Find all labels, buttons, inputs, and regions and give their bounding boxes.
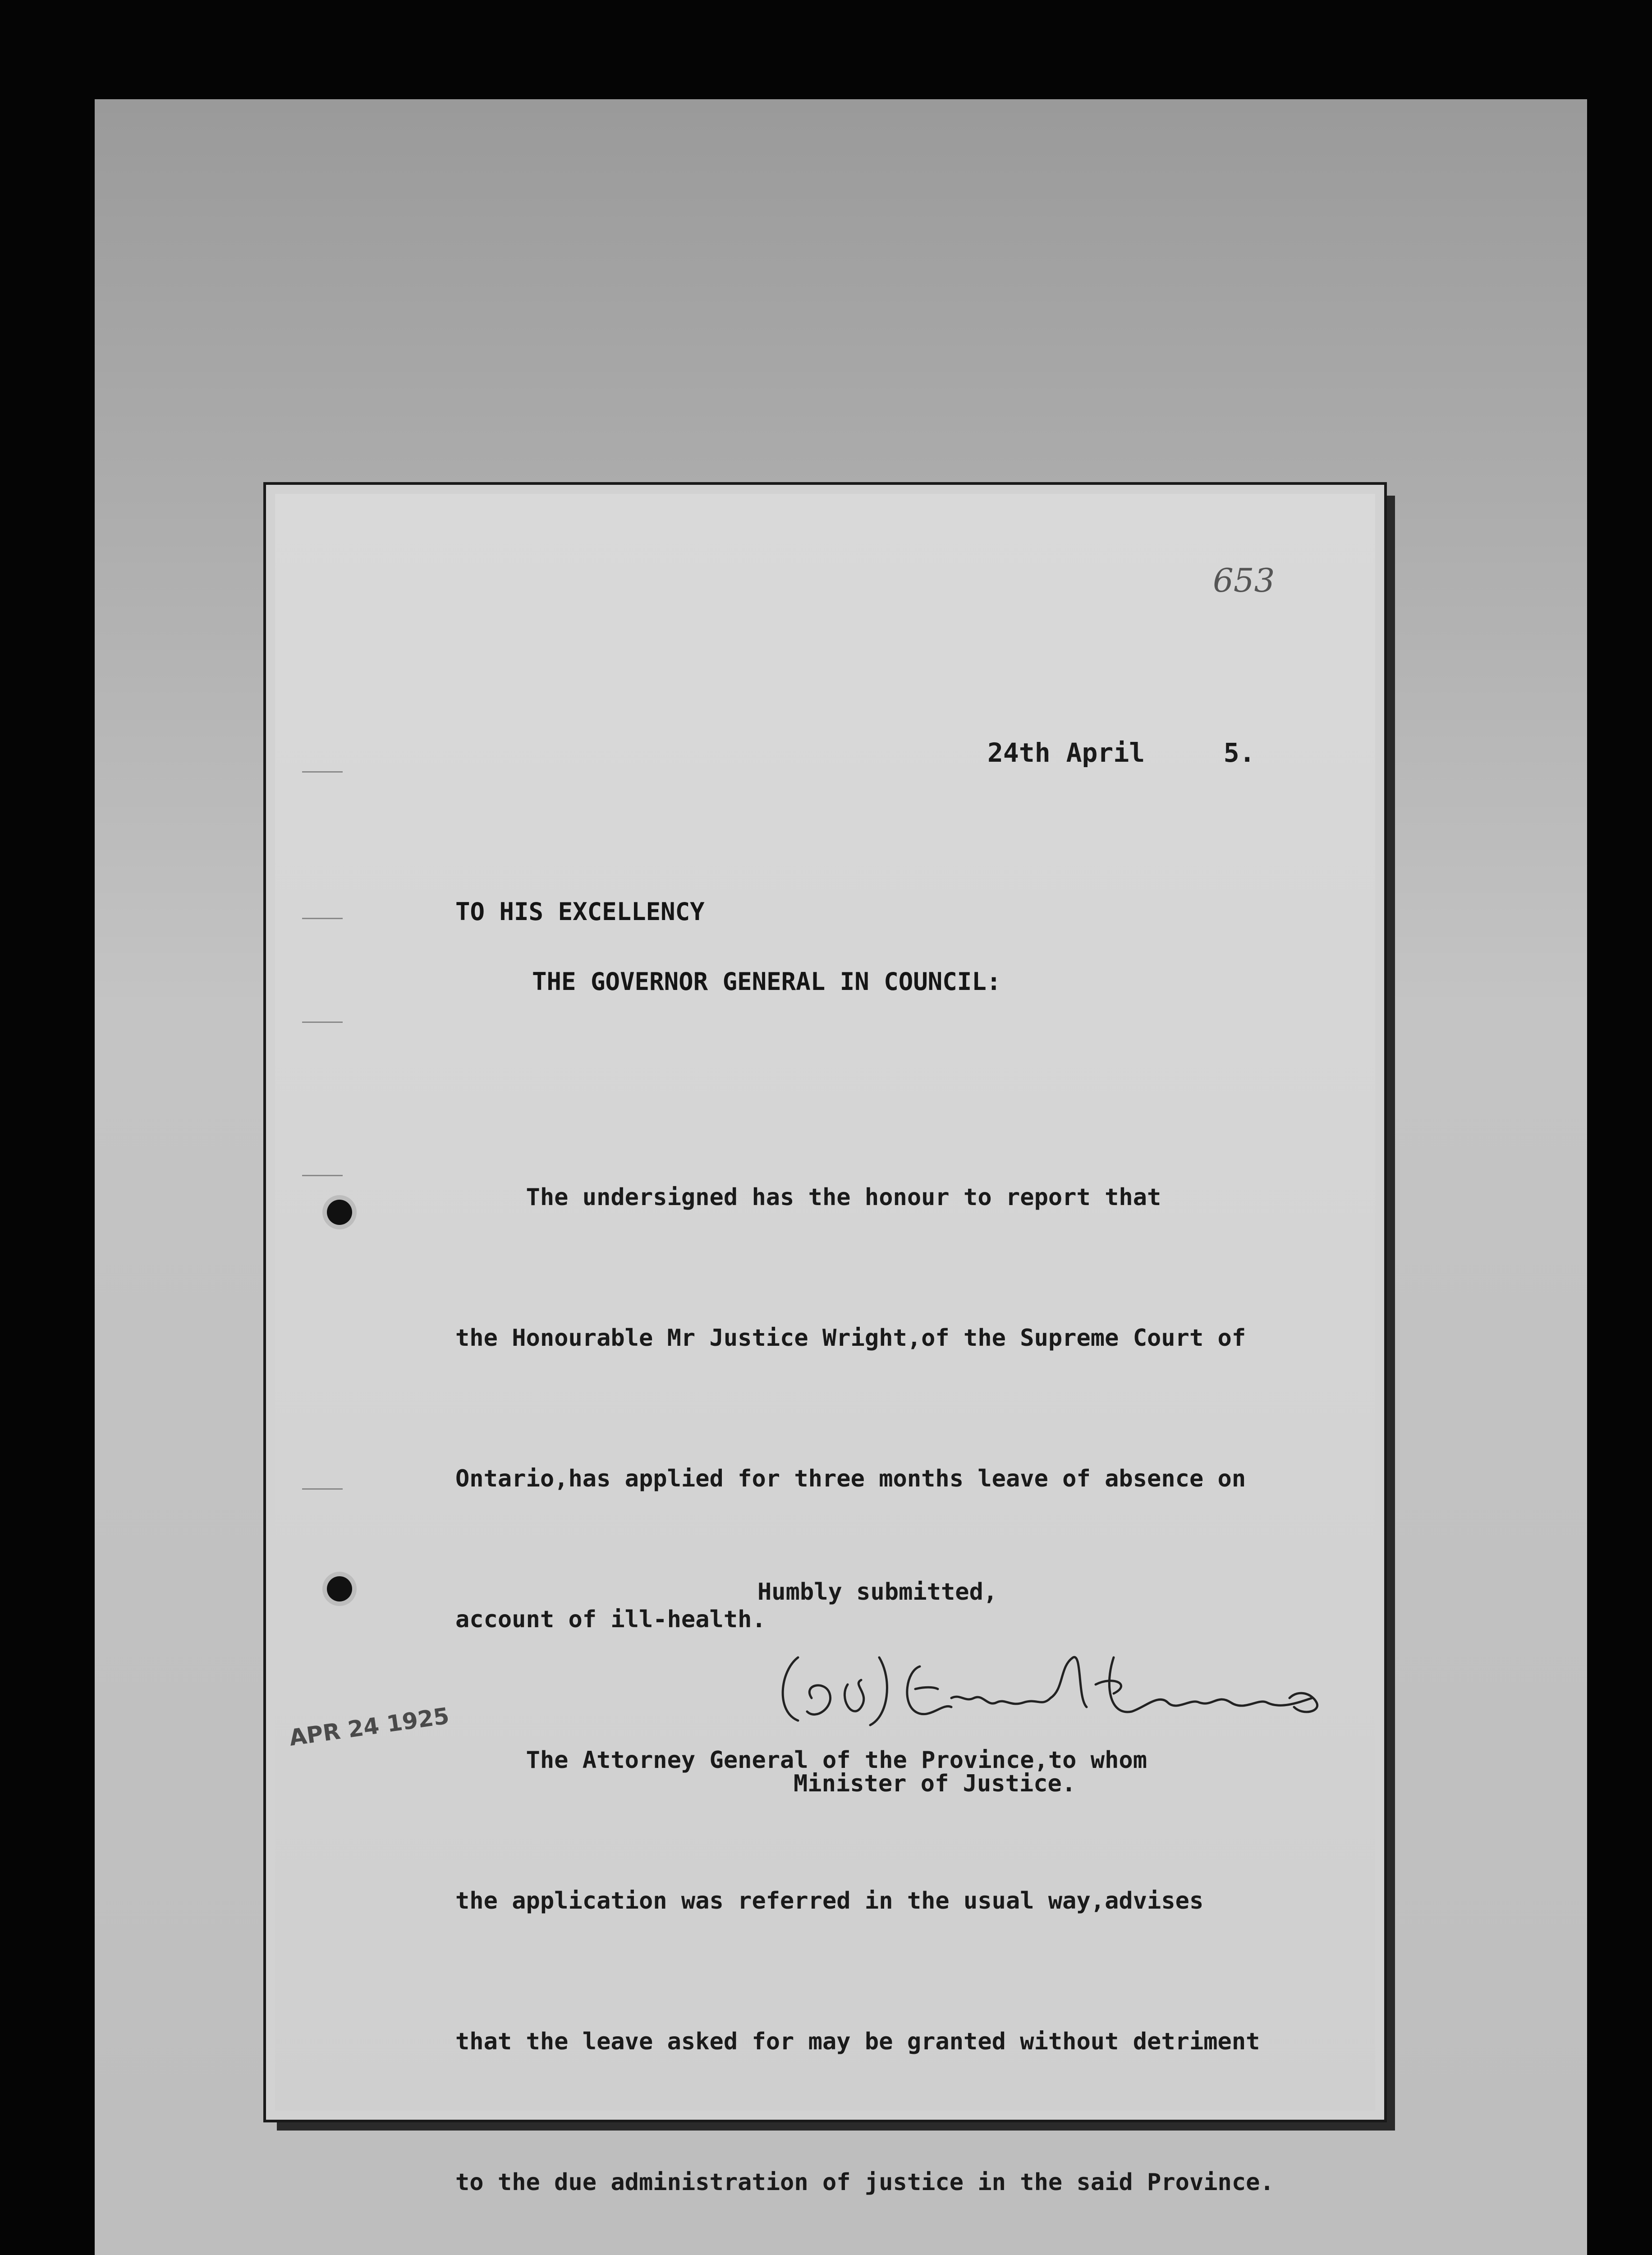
folio-number: 653 [1213, 561, 1275, 599]
body-line: the Honourable Mr Justice Wright,of the Supreme Court of [455, 1325, 1246, 1352]
date-line: 24th April 5. [987, 737, 1255, 768]
body-line: The undersigned has the honour to report that [455, 1184, 1161, 1211]
body-line: account of ill-health. [455, 1606, 766, 1633]
body-line: Ontario,has applied for three months leave of absence on [455, 1465, 1246, 1492]
addressee-block [455, 897, 1001, 996]
addressee-line-1: TO HIS EXCELLENCY [455, 897, 705, 926]
closing-line: Humbly submitted, [757, 1578, 998, 1606]
signature-scribble [771, 1630, 1357, 1739]
punch-hole [327, 1200, 352, 1225]
margin-tick [302, 1488, 343, 1490]
margin-tick [302, 918, 343, 919]
body-line: that the leave asked for may be granted without detriment [455, 2028, 1260, 2055]
handwritten-signature [771, 1630, 1357, 1739]
document-page [275, 494, 1375, 2196]
received-date-stamp: APR 24 1925 [287, 1703, 451, 1751]
margin-tick [302, 771, 343, 773]
margin-tick [302, 1022, 343, 1023]
body-line: the application was referred in the usual way,advises [455, 1887, 1204, 1914]
body-line: to the due administration of justice in the said Province. [455, 2169, 1274, 2196]
addressee-line-2: THE GOVERNOR GENERAL IN COUNCIL: [532, 967, 1001, 996]
signatory-title: Minister of Justice. [794, 1770, 1076, 1797]
document-sheet [266, 485, 1384, 2196]
body-line: The Attorney General of the Province,to whom [455, 1747, 1147, 1774]
punch-hole [327, 1576, 352, 1602]
margin-tick [302, 1175, 343, 1176]
